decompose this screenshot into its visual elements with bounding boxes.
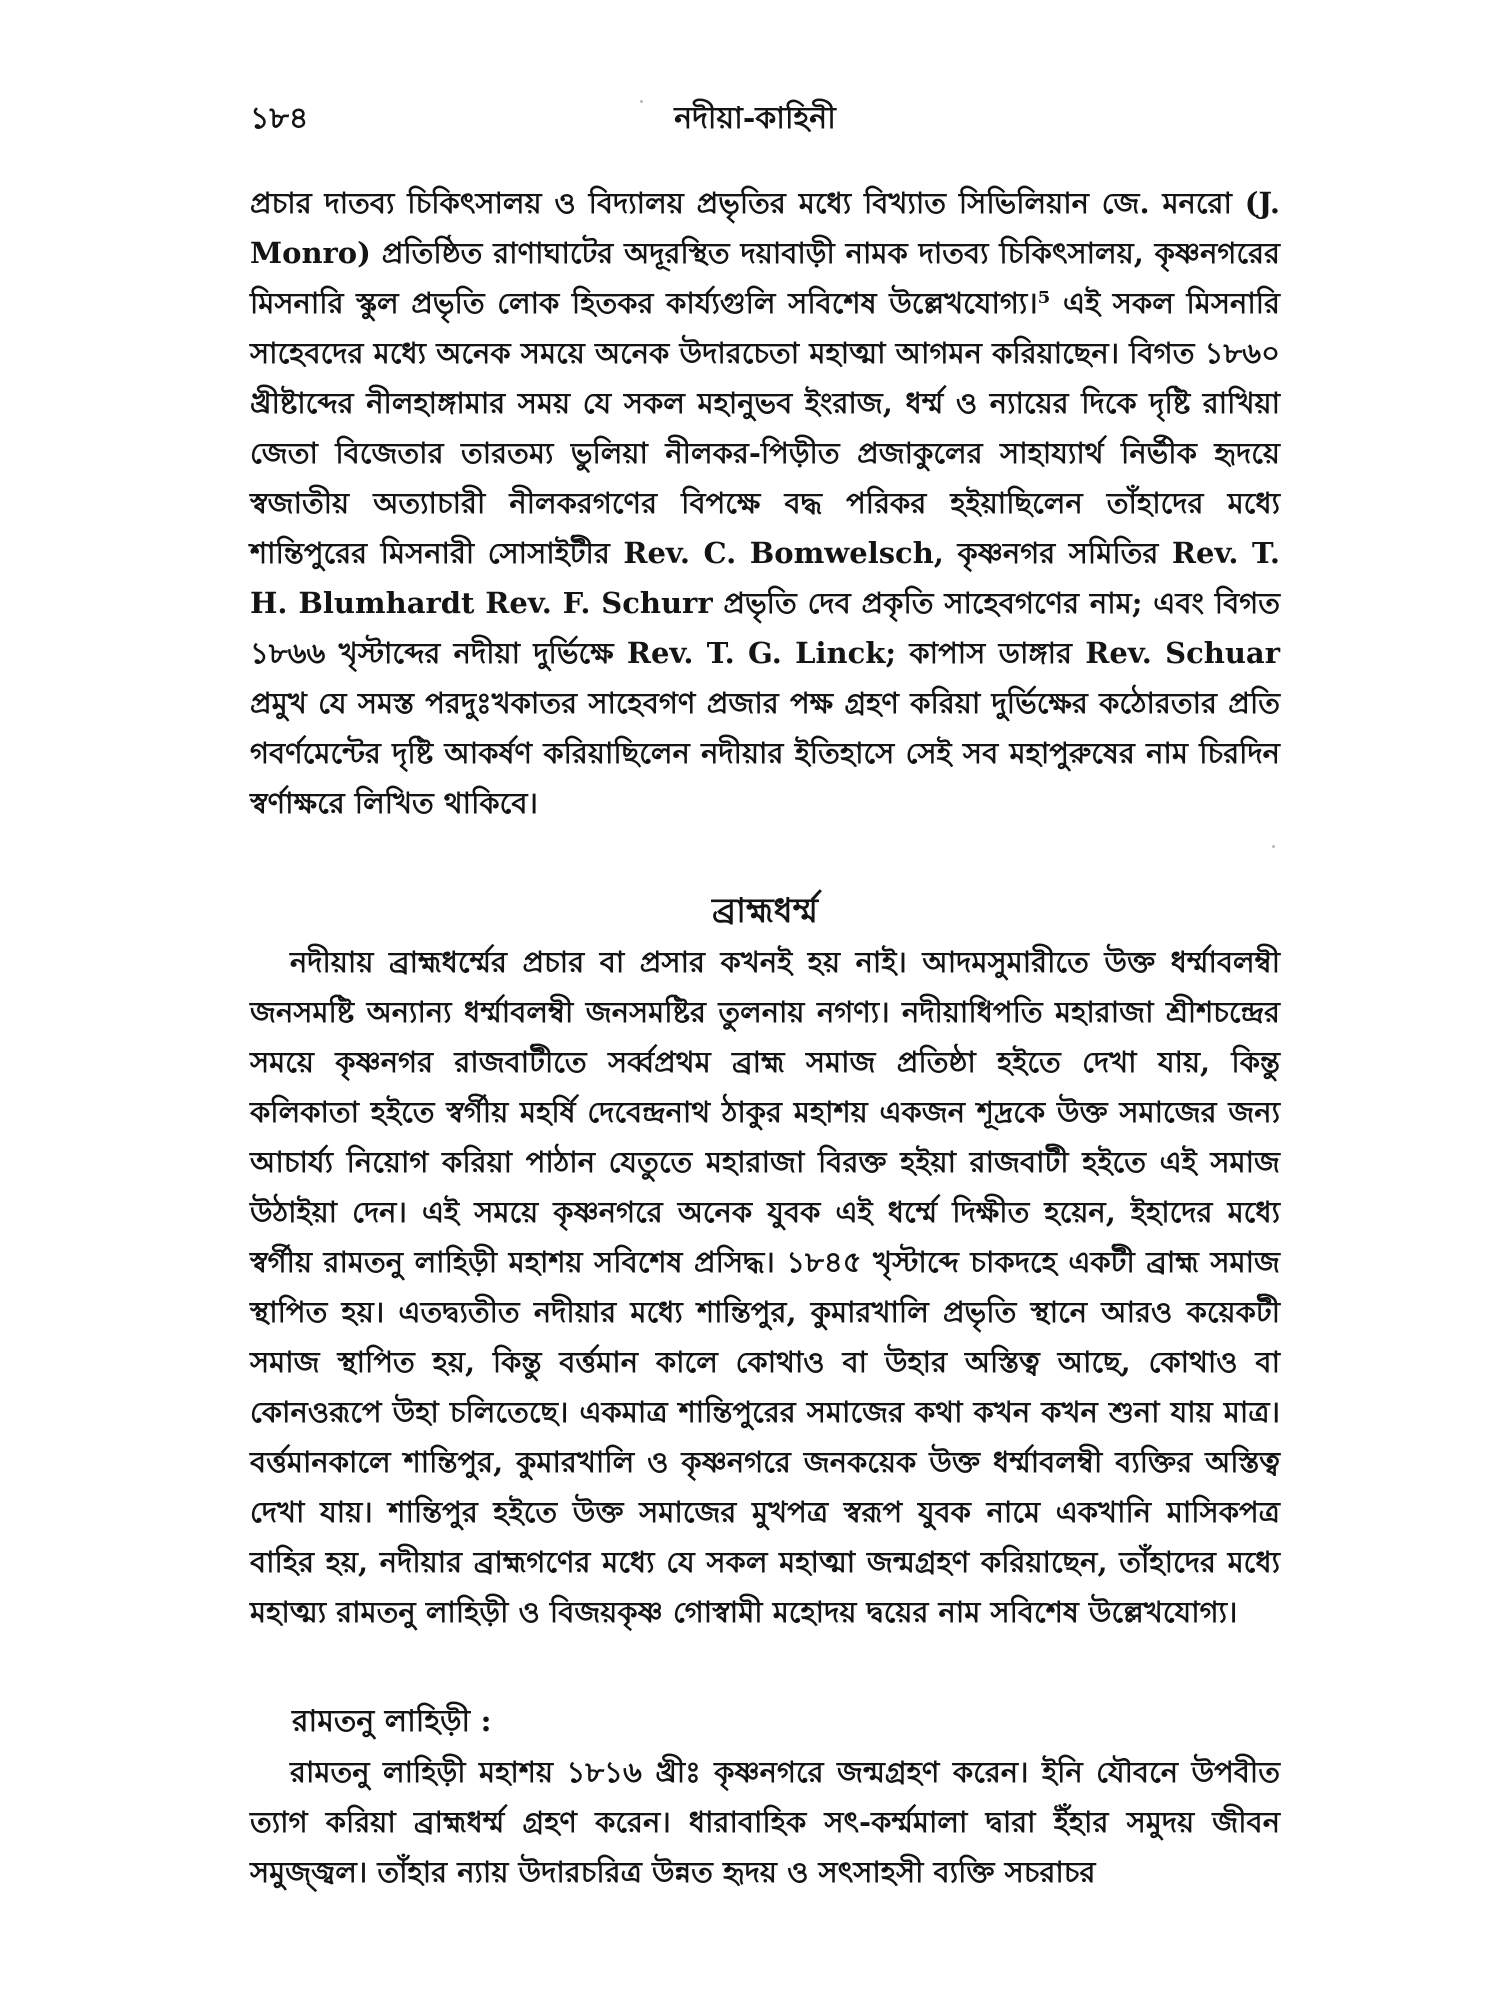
paragraph-ramtanu-lahiri: রামতনু লাহিড়ী মহাশয় ১৮১৬ খ্রীঃ কৃষ্ণনগরে জন্মগ্রহণ করেন। ইনি যৌবনে উপবীত ত্যাগ করিয়া ব্রাহ্মধর্ম্ম গ্রহণ করেন। ধারাবাহিক সৎ-কর্ম্মমালা দ্বারা ইঁহার সমুদয় জীবন সমুজ্জ্বল। তাঁহার ন্যায় উদারচরিত্র উন্নত হৃদয় ও সৎসাহসী ব্যক্তি সচরাচর bbox=[250, 1755, 1280, 1889]
section-heading: ব্রাহ্মধর্ম্ম bbox=[712, 891, 818, 931]
paragraph-missionaries: প্রচার দাতব্য চিকিৎসালয় ও বিদ্যালয় প্রভৃতির মধ্যে বিখ্যাত সিভিলিয়ান জে. মনরো (J. Monro) প্রতিষ্ঠিত রাণাঘাটের অদূরস্থিত দয়াবাড়ী নামক দাতব্য চিকিৎসালয়, কৃষ্ণনগরের মিসনারি স্কুল প্রভৃতি লোক হিতকর কার্য্যগুলি সবিশেষ উল্লেখযোগ্য।⁵ এই সকল মিসনারি সাহেবদের মধ্যে অনেক সময়ে অনেক উদারচেতা মহাত্মা আগমন করিয়াছেন। বিগত ১৮৬০ খ্রীষ্টাব্দের নীলহাঙ্গামার সময় যে সকল মহানুভব ইংরাজ, ধর্ম্ম ও ন্যায়ের দিকে দৃষ্টি রাখিয়া জেতা বিজেতার তারতম্য ভুলিয়া নীলকর-পিড়ীত প্রজাকুলের সাহায্যার্থ নির্ভীক হৃদয়ে স্বজাতীয় অত্যাচারী নীলকরগণের বিপক্ষে বদ্ধ পরিকর হইয়াছিলেন তাঁহাদের মধ্যে শান্তিপুরের মিসনারী সোসাইটীর Rev. C. Bomwelsch, কৃষ্ণনগর সমিতির Rev. T. H. Blumhardt Rev. F. Schurr প্রভৃতি দেব প্রকৃতি সাহেবগণের নাম; এবং বিগত ১৮৬৬ খৃস্টাব্দের নদীয়া দুর্ভিক্ষে Rev. T. G. Linck; কাপাস ডাঙ্গার Rev. Schuar প্রমুখ যে সমস্ত পরদুঃখকাতর সাহেবগণ প্রজার পক্ষ গ্রহণ করিয়া দুর্ভিক্ষের কঠোরতার প্রতি গবর্ণমেন্টের দৃষ্টি আকর্ষণ করিয়াছিলেন নদীয়ার ইতিহাসে সেই সব মহাপুরুষের নাম চিরদিন স্বর্ণাক্ষরে লিখিত থাকিবে। bbox=[250, 186, 1280, 820]
scan-speck bbox=[640, 100, 643, 103]
scan-speck bbox=[1272, 845, 1275, 848]
paragraph-brahmo-dharma: নদীয়ায় ব্রাহ্মধর্ম্মের প্রচার বা প্রসার কখনই হয় নাই। আদমসুমারীতে উক্ত ধর্ম্মাবলম্বী জনসমষ্টি অন্যান্য ধর্ম্মাবলম্বী জনসমষ্টির তুলনায় নগণ্য। নদীয়াধিপতি মহারাজা শ্রীশচন্দ্রের সময়ে কৃষ্ণনগর রাজবাটীতে সর্ব্বপ্রথম ব্রাহ্ম সমাজ প্রতিষ্ঠা হইতে দেখা যায়, কিন্তু কলিকাতা হইতে স্বর্গীয় মহর্ষি দেবেন্দ্রনাথ ঠাকুর মহাশয় একজন শূদ্রকে উক্ত সমাজের জন্য আচার্য্য নিয়োগ করিয়া পাঠান যেতুতে মহারাজা বিরক্ত হইয়া রাজবাটী হইতে এই সমাজ উঠাইয়া দেন। এই সময়ে কৃষ্ণনগরে অনেক যুবক এই ধর্ম্মে দিক্ষীত হয়েন, ইহাদের মধ্যে স্বর্গীয় রামতনু লাহিড়ী মহাশয় সবিশেষ প্রসিদ্ধ। ১৮৪৫ খৃস্টাব্দে চাকদহে একটী ব্রাহ্ম সমাজ স্থাপিত হয়। এতদ্ব্যতীত নদীয়ার মধ্যে শান্তিপুর, কুমারখালি প্রভৃতি স্থানে আরও কয়েকটী সমাজ স্থাপিত হয়, কিন্তু বর্ত্তমান কালে কোথাও বা উহার অস্তিত্ব আছে, কোথাও বা কোনওরূপে উহা চলিতেছে। একমাত্র শান্তিপুরের সমাজের কথা কখন কখন শুনা যায় মাত্র। বর্ত্তমানকালে শান্তিপুর, কুমারখালি ও কৃষ্ণনগরে জনকয়েক উক্ত ধর্ম্মাবলম্বী ব্যক্তির অস্তিত্ব দেখা যায়। শান্তিপুর হইতে উক্ত সমাজের মুখপত্র স্বরূপ যুবক নামে একখানি মাসিকপত্র বাহির হয়, নদীয়ার ব্রাহ্মগণের মধ্যে যে সকল মহাত্মা জন্মগ্রহণ করিয়াছেন, তাঁহাদের মধ্যে মহাত্ম্য রামতনু লাহিড়ী ও বিজয়কৃষ্ণ গোস্বামী মহোদয় দ্বয়ের নাম সবিশেষ উল্লেখযোগ্য। bbox=[250, 945, 1280, 1629]
page-header bbox=[250, 88, 1260, 138]
subheading-ramtanu-lahiri: রামতনু লাহিড়ী : bbox=[292, 1704, 492, 1739]
running-title: নদীয়া-কাহিনী bbox=[674, 101, 836, 136]
page-number: ১৮৪ bbox=[250, 101, 309, 136]
